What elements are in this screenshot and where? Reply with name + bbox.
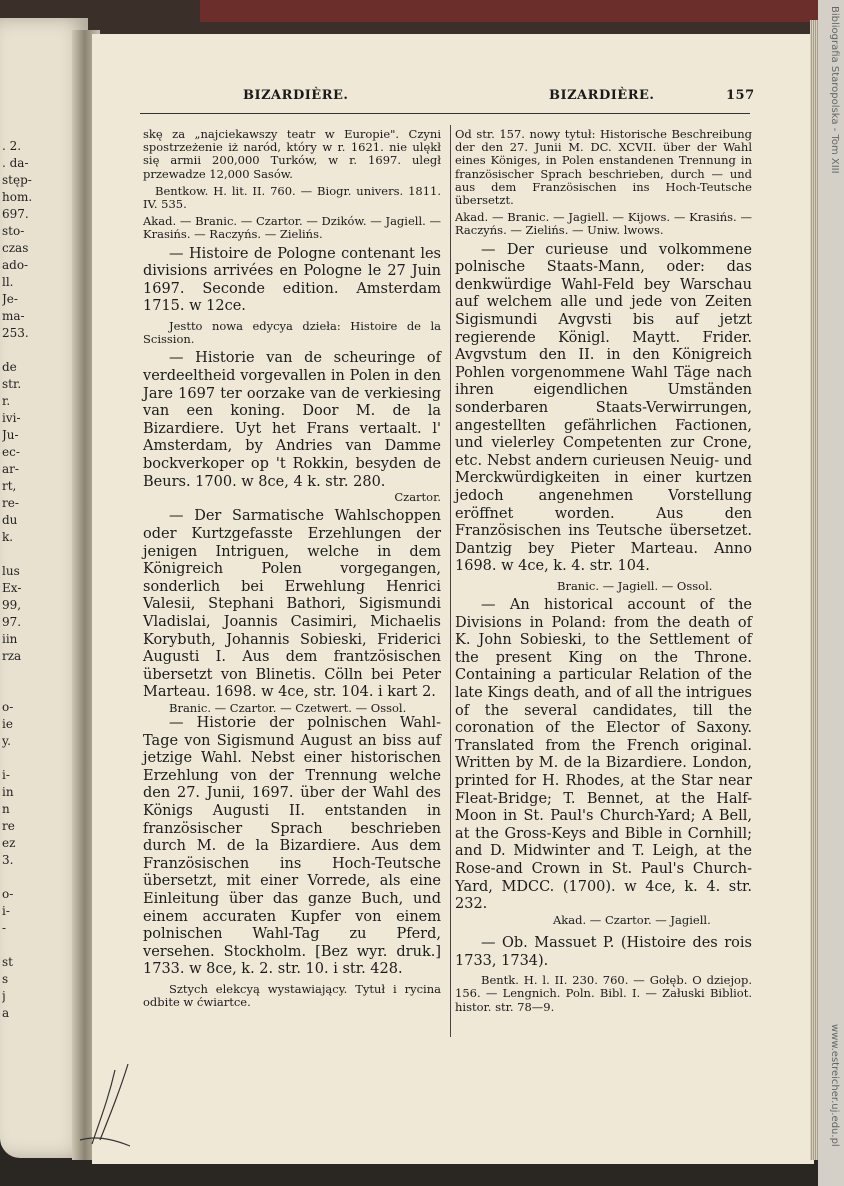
running-head-left: BIZARDIÈRE. <box>243 88 349 103</box>
entry-historie-der-polnischen-wahl-tage: — Historie der polnischen Wahl-Tage von Sigismund August an biss auf jetzige Wahl. Nebst einer historischen Erzehlung von der Trennung welche den 27. Junii, 1697. über der Wahl des Königs Augusti II. entstanden in französischer Sprach beschrieben durch M. de la Bizardiere. Aus dem Französischen ins Hoch-Teutsche übersetzt, mit einer Vorrede, als eine Einleitung über das ganze Buch, und einem accuraten Kupfer von einem polnischen Wahl-Tag zu Pferd, versehen. Stockholm. [Bez wyr. druk.] 1733. w 8ce, k. 2. str. 10. i str. 428. <box>143 715 441 978</box>
left-page-fragment: sto- <box>2 224 25 238</box>
left-page-fragment: Ju- <box>2 428 19 442</box>
left-page-fragment: st <box>2 955 13 969</box>
entry-histoire-de-pologne: — Histoire de Pologne contenant les divisions arrivées en Pologne le 27 Juin 1697. Seconde edition. Amsterdam 1715. w 12ce. <box>143 245 441 315</box>
book-binding-cloth <box>200 0 820 22</box>
left-page-fragment: 3. <box>2 853 14 867</box>
left-page-fragment: hom. <box>2 190 33 204</box>
left-page-fragment <box>2 665 72 682</box>
entry-continuation-title: Od str. 157. nowy tytuł: Historische Beschreibung der den 27. Junii M. DC. XCVII. über der Wahl eines Königes, in Polen enstandenen Trennung in französischer Sprach beschrieben, durch — und aus dem Französischen ins Hoch-Teutsche übersetzt. <box>455 127 752 208</box>
left-page-fragment <box>2 546 72 563</box>
side-label-title: Bibliografia Staropolska - Tom XIII <box>829 6 840 174</box>
entry-historical-account: — An historical account of the Divisions in Poland: from the death of K. John Sobieski, to the Settlement of the present King on the Throne. Containing a particular Relation of the late Kings death, and of all the intrigues of the several candidates, till the coronation of the Elector of Saxony. Translated from the French original. Written by M. de la Bizardiere. London, printed for H. Rhodes, at the Star near Fleat-Bridge; T. Bennet, at the Half-Moon in St. Paul's Church-Yard; A Bell, at the Gross-Keys and Bible in Cornhill; and D. Midwinter and T. Leigh, at the Rose-and Crown in St. Paul's Church-Yard, MDCC. (1700). w 4ce, k. 4. str. 232. <box>455 597 752 913</box>
left-page-fragment: de <box>2 360 17 374</box>
left-page-fragment: ec- <box>2 445 20 459</box>
entry-historical-account-libraries: Akad. — Czartor. — Jagiell. <box>553 912 711 927</box>
left-page-fragment: ivi- <box>2 411 21 425</box>
left-page-fragment: s <box>2 972 9 986</box>
left-page-fragment: k. <box>2 530 14 544</box>
entry-scheuringe-libraries: Czartor. <box>394 490 441 505</box>
entry-polnische-staats-mann: — Der curieuse und volkommene polnische Staats-Mann, oder: das denkwürdige Wahl-Feld bey Warschau auf welchem alle und jede von Zeiten Sigismundi Avgvsti bis auf jetzt regierende Königl. Maytt. Frider. Avgvstum den II. in den Königreich Pohlen vorgenommene Wahl Täge nach ihren eigendlichen Umständen sonderbaren Staats-Verwirrungen, angestellten gefährlichen Factionen, und vielerley Competenten zur Crone, etc. Nebst andern curieusen Neuig- und Merckwürdigkeiten in einer kurtzen jedoch angenehmen Vorstellung eröffnet worden. Aus den Französischen ins Teutsche übersetzet. Dantzig bey Pieter Marteau. Anno 1698. w 4ce, k. 4. str. 104. <box>455 241 752 575</box>
running-head-right: BIZARDIÈRE. <box>549 88 655 103</box>
left-page-fragment: Je- <box>2 292 18 306</box>
scan-side-strip <box>818 0 844 1186</box>
left-page-fragment: 253. <box>2 326 29 340</box>
left-page-fragment: ado- <box>2 258 29 272</box>
left-page-fragment: stęp- <box>2 173 32 187</box>
left-page-text-fragments <box>2 138 72 1022</box>
entry-historie-van-de-scheuringe: — Historie van de scheuringe of verdeeltheid vorgevallen in Polen in den Jare 1697 ter oorzake van de verkiesing van een koning. Door M. de la Bizardiere. Uyt het Frans vertaalt. l' Amsterdam, by Andries van Damme bockverkoper op 't Rokkin, besyden de Beurs. 1700. w 8ce, 4 k. str. 280. <box>143 350 441 490</box>
left-page-fragment: du <box>2 513 18 527</box>
entry-continuation-libraries: Akad. — Branic. — Czartor. — Dzików. — Jagiell. — Krasińs. — Raczyńs. — Zielińs. <box>143 214 441 242</box>
entry-continuation-libraries-2: Akad. — Branic. — Jagiell. — Kijows. — Krasińs. — Raczyńs. — Zielińs. — Uniw. lwows. <box>455 210 752 238</box>
column-left <box>143 128 441 1009</box>
left-page-fragment: i- <box>2 768 10 782</box>
left-page-fragment: str. <box>2 377 22 391</box>
left-page-fragment: a <box>2 1006 10 1020</box>
left-page-fragment: o- <box>2 700 14 714</box>
left-page-fragment: j <box>2 989 6 1003</box>
left-page-fragment: ll. <box>2 275 14 289</box>
left-page-fragment: czas <box>2 241 29 255</box>
entry-histoire-note: Jestto nowa edycya dzieła: Histoire de la Scission. <box>143 319 441 347</box>
left-page-fragment <box>2 937 72 954</box>
side-label-url: www.estreicher.uj.edu.pl <box>829 1024 840 1147</box>
page-number: 157 <box>726 88 755 103</box>
left-page-fragment: y. <box>2 734 11 748</box>
left-page-fragment <box>2 682 72 699</box>
left-page-fragment: rza <box>2 649 22 663</box>
entry-wahl-tage-note: Sztych elekcyą wystawiający. Tytuł i rycina odbite w ćwiartce. <box>143 982 441 1010</box>
left-page-fragment: re- <box>2 496 19 510</box>
left-page-fragment: lus <box>2 564 20 578</box>
entry-continuation-ref: Bentkow. H. lit. II. 760. — Biogr. univers. 1811. IV. 535. <box>143 183 441 212</box>
entry-massuet-reference: — Ob. Massuet P. (Histoire des rois 1733, 1734). <box>455 935 752 969</box>
left-page-fragment: ie <box>2 717 13 731</box>
column-divider <box>450 125 451 1037</box>
left-page-fragment: re <box>2 819 15 833</box>
entry-continuation-text: skę za „najciekawszy teatr w Europie". Czyni spostrzeżenie iż naród, który w r. 1621. nie ulękł się armii 200,000 Turków, w r. 1697. uległ przewadze 12,000 Sasów. <box>143 127 441 181</box>
entry-bibliography-refs: Bentk. H. l. II. 230. 760. — Gołęb. O dziejop. 156. — Lengnich. Poln. Bibl. I. — Załuski Bibliot. histor. str. 78—9. <box>455 973 752 1014</box>
entry-sarmatische-wahlschoppen: — Der Sarmatische Wahlschoppen oder Kurtzgefasste Erzehlungen der jenigen Intriguen, welche in dem Königreich Polen vorgegangen, sonderlich bei Erwehlung Henrici Valesii, Stephani Bathori, Sigismundi Vladislai, Joannis Casimiri, Michaelis Korybuth, Johannis Sobieski, Friderici Augusti I. Aus dem frantzösischen übersetzt von Blinetis. Cölln bei Peter Marteau. 1698. w 4ce, str. 104. i kart 2. <box>143 508 441 701</box>
left-page-fragment: 697. <box>2 207 29 221</box>
left-page-fragment: - <box>2 921 7 935</box>
left-page-fragment: . 2. <box>2 139 22 153</box>
left-page-fragment: ez <box>2 836 16 850</box>
left-page-fragment: in <box>2 785 14 799</box>
left-page-fragment <box>2 342 72 359</box>
header-rule <box>140 113 750 114</box>
entry-sarmatische-libraries: Branic. — Czartor. — Czetwert. — Ossol. <box>169 700 407 715</box>
left-page-fragment: o- <box>2 887 14 901</box>
left-page-fragment: n <box>2 802 10 816</box>
column-right <box>455 128 752 1014</box>
left-page-fragment: ma- <box>2 309 25 323</box>
left-page-fragment <box>2 750 72 767</box>
entry-staats-mann-libraries: Branic. — Jagiell. — Ossol. <box>557 578 713 593</box>
left-page-fragment: ar- <box>2 462 19 476</box>
left-page-fragment <box>2 869 72 886</box>
left-page-fragment: 97. <box>2 615 22 629</box>
handwritten-signature <box>70 1060 140 1150</box>
left-page-fragment: rt, <box>2 479 17 493</box>
left-page-fragment: i- <box>2 904 10 918</box>
left-page-fragment: 99, <box>2 598 22 612</box>
left-page-fragment: r. <box>2 394 11 408</box>
left-page-fragment: Ex- <box>2 581 22 595</box>
left-page-fragment: . da- <box>2 156 29 170</box>
left-page-fragment: iin <box>2 632 18 646</box>
